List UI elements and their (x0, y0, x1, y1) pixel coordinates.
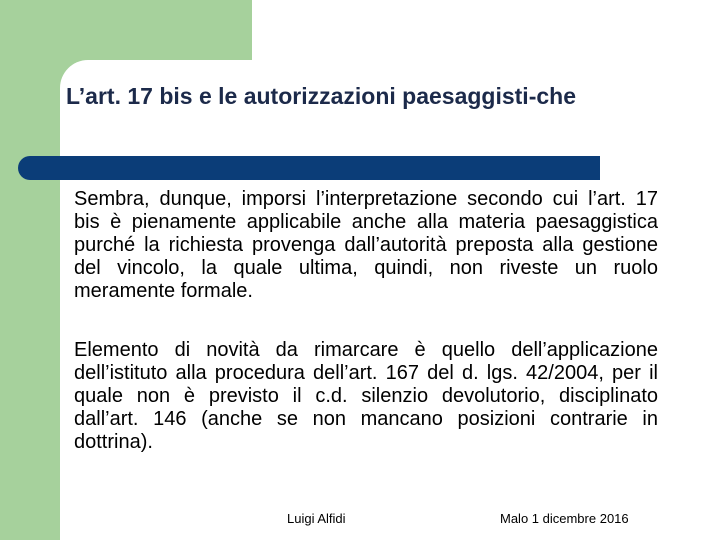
footer-author: Luigi Alfidi (287, 511, 346, 526)
paragraph-1: Sembra, dunque, imporsi l’interpretazione secondo cui l’art. 17 bis è pienamente applicabile anche alla materia paesaggistica purché la richiesta provenga dall’autorità preposta alla gestione del vincolo, la quale ultima, quindi, non riveste un ruolo meramente formale. (74, 188, 658, 302)
slide-title: L’art. 17 bis e le autorizzazioni paesaggisti-che (66, 83, 576, 109)
footer-date: Malo 1 dicembre 2016 (500, 511, 629, 526)
paragraph-2: Elemento di novità da rimarcare è quello dell’applicazione dell’istituto alla procedura dell’art. 167 del d. lgs. 42/2004, per il quale non è previsto il c.d. silenzio devolutorio, disciplinato dall’art. 146 (anche se non mancano posizioni contrarie in dottrina). (74, 339, 658, 453)
title-underline-bar (18, 156, 600, 180)
